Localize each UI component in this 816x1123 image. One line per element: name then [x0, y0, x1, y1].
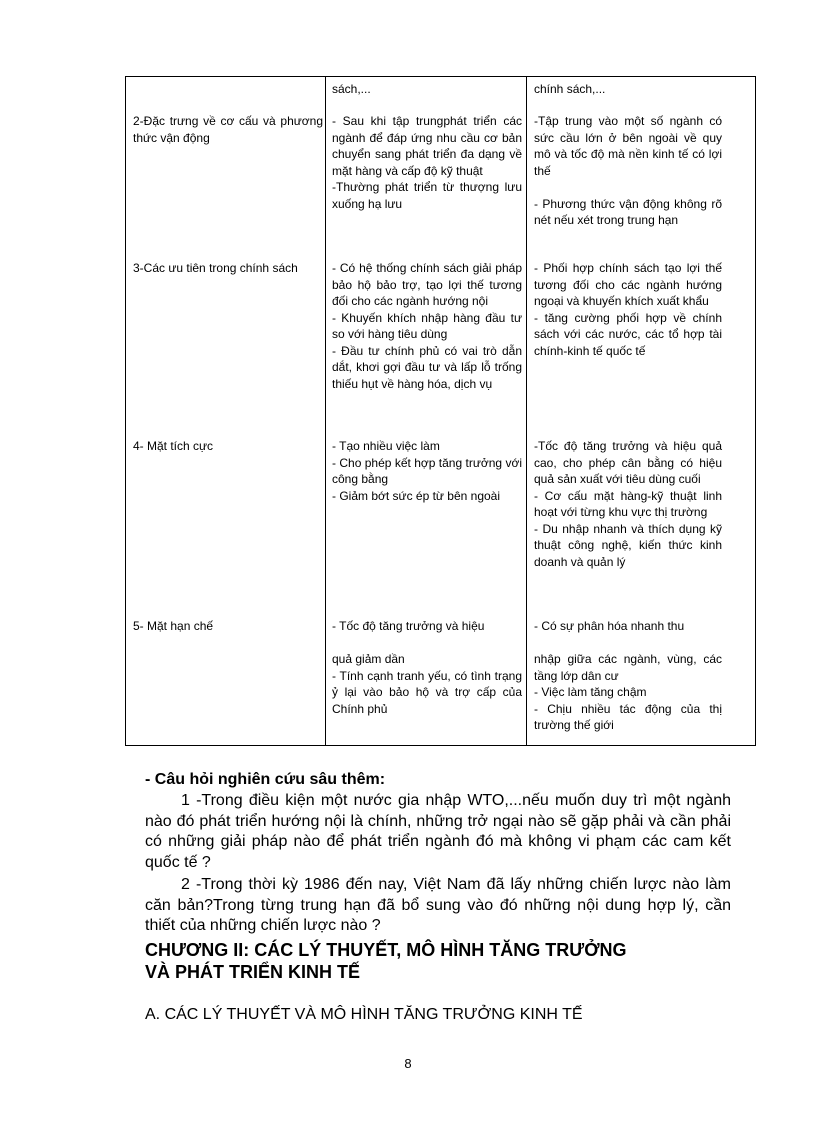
question-2: 2 -Trong thời kỳ 1986 đến nay, Việt Nam đã lấy những chiến lược nào làm căn bản?Trong từng trung hạn đã bổ sung vào đó những nội dung hợp lý, cần thiết của những chiến lược nào ? — [145, 876, 731, 934]
column-divider-2 — [526, 77, 527, 745]
table-cell-r2-c2: - Có hệ thống chính sách giải pháp bảo hộ bảo trợ, tạo lợi thế tương đối cho các ngành hướng nội - Khuyến khích nhập hàng đầu tư so với hàng tiêu dùng - Đầu tư chính phủ có vai trò dẫn dắt, khơi gợi đầu tư và lấp lỗ trống thiếu hụt về hàng hóa, dịch vụ — [332, 261, 522, 391]
chapter-title-line-1: CHƯƠNG II: CÁC LÝ THUYẾT, MÔ HÌNH TĂNG TRƯỞNG — [145, 940, 627, 960]
table-cell-r2-c3: - Phối hợp chính sách tạo lợi thế tương đối cho các ngành hướng ngoại và khuyến khích xuất khẩu - tăng cường phối hợp về chính sách với các nước, các tổ hợp tài chính-kinh tế quốc tế — [534, 261, 722, 358]
column-divider-1 — [325, 77, 326, 745]
table-cell-r2-c1: 3-Các ưu tiên trong chính sách — [133, 261, 298, 275]
table-cell-r4-c2: - Tốc độ tăng trưởng và hiệu quả giảm dần - Tính cạnh tranh yếu, có tình trạng ỷ lại vào bảo hộ và trợ cấp của Chính phủ — [332, 619, 522, 716]
chapter-title-line-2: VÀ PHÁT TRIỂN KINH TẾ — [145, 962, 361, 982]
table-cell-r0-c2: sách,... — [332, 82, 371, 96]
table-cell-r4-c3: - Có sự phân hóa nhanh thu nhập giữa các ngành, vùng, các tầng lớp dân cư - Việc làm tăng chậm - Chịu nhiều tác động của thị trường thế giới — [534, 619, 722, 732]
table-cell-r0-c3: chính sách,... — [534, 82, 606, 96]
questions-heading: - Câu hỏi nghiên cứu sâu thêm: — [145, 771, 386, 788]
table-cell-r3-c3: -Tốc độ tăng trưởng và hiệu quả cao, cho phép cân bằng có hiệu quả sản xuất với tiêu dùng cuối - Cơ cấu mặt hàng-kỹ thuật linh hoạt với từng khu vực thị trường - Du nhập nhanh và thích dụng kỹ thuật công nghệ, kiến thức kinh doanh và quản lý — [534, 439, 722, 569]
table-cell-r1-c3: -Tập trung vào một số ngành có sức cầu lớn ở bên ngoài về quy mô và tốc độ mà nền kinh tế có lợi thế - Phương thức vận động không rõ nét nếu xét trong trung hạn — [534, 114, 722, 227]
comparison-table — [125, 76, 756, 746]
table-cell-r1-c1: 2-Đặc trưng về cơ cấu và phương thức vận động — [133, 114, 323, 145]
section-a-heading: A. CÁC LÝ THUYẾT VÀ MÔ HÌNH TĂNG TRƯỞNG KINH TẾ — [145, 1006, 583, 1023]
table-cell-r4-c1: 5- Mặt hạn chế — [133, 619, 214, 633]
table-cell-r3-c1: 4- Mặt tích cực — [133, 439, 214, 453]
table-cell-r1-c2: - Sau khi tập trungphát triển các ngành để đáp ứng nhu cầu cơ bản chuyển sang phát triển đa dạng về mặt hàng và cấp độ kỹ thuật -Thường phát triển từ thượng lưu xuống hạ lưu — [332, 114, 522, 211]
question-1: 1 -Trong điều kiện một nước gia nhập WTO,...nếu muốn duy trì một ngành nào đó phát triển hướng nội là chính, những trở ngại nào sẽ gặp phải và cần phải có những giải pháp nào để phát triển ngành đó mà không vi phạm các cam kết quốc tế ? — [145, 792, 731, 871]
page-number: 8 — [404, 1056, 412, 1071]
table-cell-r3-c2: - Tạo nhiều việc làm - Cho phép kết hợp tăng trưởng với công bằng - Giảm bớt sức ép từ bên ngoài — [332, 439, 522, 503]
